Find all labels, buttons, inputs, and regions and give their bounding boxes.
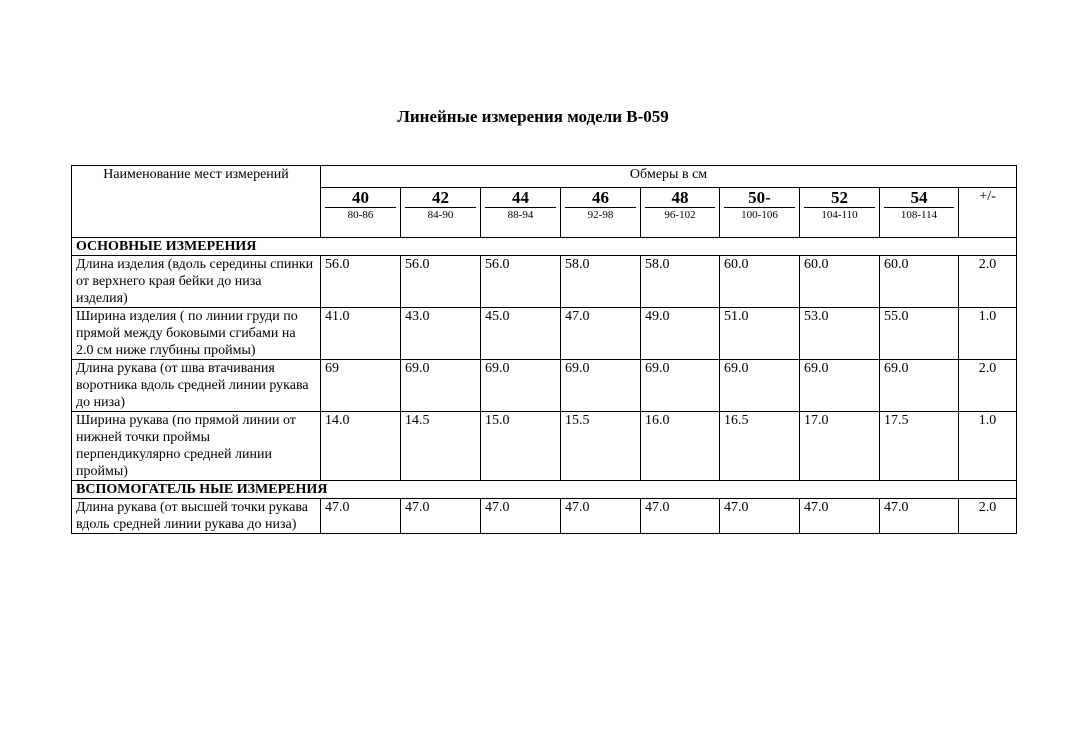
value-cell: 47.0 (800, 499, 880, 534)
value-cell: 15.0 (481, 412, 561, 481)
section-row (72, 238, 1017, 256)
size-label: 42 (405, 188, 476, 208)
value-cell: 17.0 (800, 412, 880, 481)
value-cell: 69.0 (880, 360, 959, 412)
value-cell: 69.0 (800, 360, 880, 412)
value-cell: 53.0 (800, 308, 880, 360)
size-header-cell (401, 188, 481, 238)
size-label: 44 (485, 188, 556, 208)
value-cell: 47.0 (561, 308, 641, 360)
page-title: Линейные измерения модели В-059 (397, 107, 669, 126)
value-cell: 56.0 (401, 256, 481, 308)
value-cell: 14.5 (401, 412, 481, 481)
value-cell: 69.0 (401, 360, 481, 412)
value-cell: 69.0 (561, 360, 641, 412)
size-header-cell (641, 188, 720, 238)
size-range-label: 104-110 (821, 209, 858, 221)
tolerance-cell: 1.0 (959, 412, 1017, 481)
size-label: 48 (645, 188, 715, 208)
value-cell: 15.5 (561, 412, 641, 481)
measurement-name: Ширина изделия ( по линии груди по прямой между боковыми сгибами на 2.0 см ниже глубины проймы) (72, 308, 321, 360)
section-title: ВСПОМОГАТЕЛЬ НЫЕ ИЗМЕРЕНИЯ (72, 481, 1017, 499)
tolerance-cell: 1.0 (959, 308, 1017, 360)
size-header-cell (720, 188, 800, 238)
size-label: 54 (884, 188, 954, 208)
value-cell: 47.0 (561, 499, 641, 534)
value-cell: 47.0 (481, 499, 561, 534)
tolerance-cell: 2.0 (959, 256, 1017, 308)
value-cell: 47.0 (720, 499, 800, 534)
size-range-label: 92-98 (587, 209, 614, 221)
value-cell: 49.0 (641, 308, 720, 360)
value-cell: 14.0 (321, 412, 401, 481)
size-label: 50- (724, 188, 795, 208)
size-label: 46 (565, 188, 636, 208)
value-cell: 69.0 (481, 360, 561, 412)
table-row (72, 499, 1017, 534)
measurements-table (71, 165, 1017, 534)
tolerance-cell: 2.0 (959, 499, 1017, 534)
size-header-cell (321, 188, 401, 238)
value-cell: 69 (321, 360, 401, 412)
measure-header: Обмеры в см (321, 166, 1017, 188)
table-row (72, 412, 1017, 481)
value-cell: 69.0 (720, 360, 800, 412)
size-header-cell (880, 188, 959, 238)
value-cell: 60.0 (720, 256, 800, 308)
value-cell: 51.0 (720, 308, 800, 360)
size-header-cell (800, 188, 880, 238)
value-cell: 55.0 (880, 308, 959, 360)
section-title: ОСНОВНЫЕ ИЗМЕРЕНИЯ (72, 238, 1017, 256)
table-row (72, 256, 1017, 308)
value-cell: 58.0 (641, 256, 720, 308)
size-range-label: 88-94 (507, 209, 534, 221)
value-cell: 60.0 (880, 256, 959, 308)
value-cell: 16.5 (720, 412, 800, 481)
value-cell: 43.0 (401, 308, 481, 360)
size-range-label: 84-90 (427, 209, 454, 221)
value-cell: 69.0 (641, 360, 720, 412)
value-cell: 58.0 (561, 256, 641, 308)
value-cell: 47.0 (641, 499, 720, 534)
table-row (72, 360, 1017, 412)
value-cell: 60.0 (800, 256, 880, 308)
value-cell: 16.0 (641, 412, 720, 481)
size-label: 40 (325, 188, 396, 208)
header-row (72, 166, 1017, 188)
size-label: 52 (804, 188, 875, 208)
value-cell: 41.0 (321, 308, 401, 360)
value-cell: 56.0 (481, 256, 561, 308)
size-header-cell (481, 188, 561, 238)
measurement-name: Длина рукава (от высшей точки рукава вдоль средней линии рукава до низа) (72, 499, 321, 534)
value-cell: 56.0 (321, 256, 401, 308)
measurement-name: Ширина рукава (по прямой линии от нижней точки проймы перпендикулярно средней линии проймы) (72, 412, 321, 481)
size-range-label: 96-102 (664, 209, 696, 221)
value-cell: 47.0 (880, 499, 959, 534)
value-cell: 45.0 (481, 308, 561, 360)
size-range-label: 80-86 (347, 209, 374, 221)
table-row (72, 308, 1017, 360)
size-header-cell (561, 188, 641, 238)
size-range-label: 108-114 (900, 209, 938, 221)
name-column-header: Наименование мест измерений (72, 166, 321, 238)
value-cell: 47.0 (401, 499, 481, 534)
measurement-name: Длина рукава (от шва втачивания воротника вдоль средней линии рукава до низа) (72, 360, 321, 412)
size-range-label: 100-106 (741, 209, 778, 221)
value-cell: 17.5 (880, 412, 959, 481)
value-cell: 47.0 (321, 499, 401, 534)
measurement-name: Длина изделия (вдоль середины спинки от верхнего края бейки до низа изделия) (72, 256, 321, 308)
tolerance-header: +/- (959, 188, 1017, 238)
tolerance-cell: 2.0 (959, 360, 1017, 412)
section-row (72, 481, 1017, 499)
